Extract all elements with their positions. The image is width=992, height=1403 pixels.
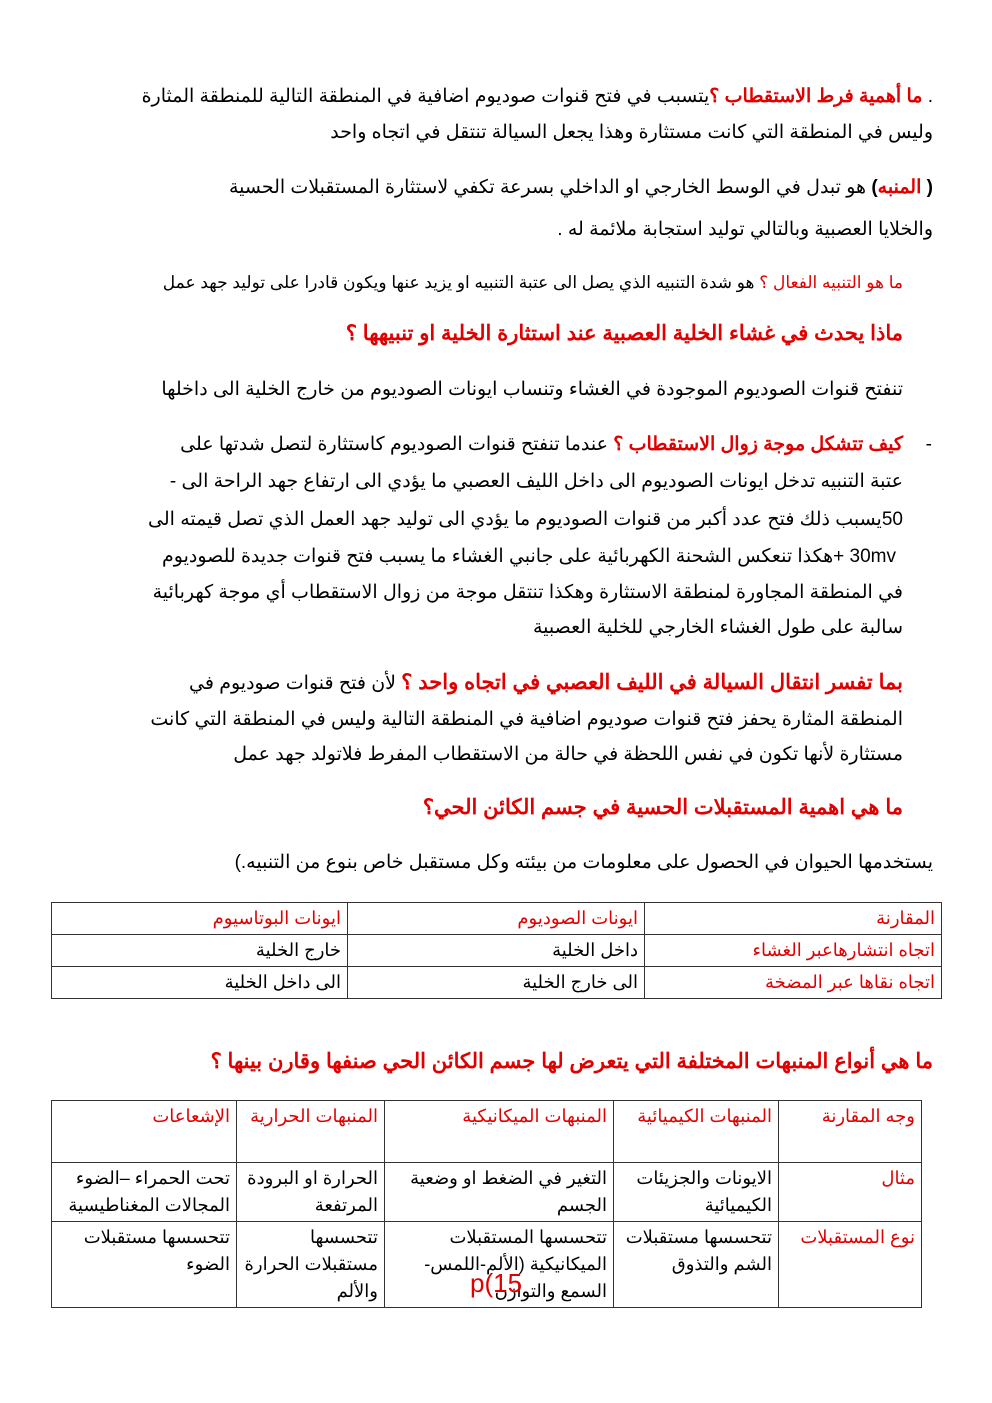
table-cell: الحرارة او البرودة المرتفعة bbox=[237, 1163, 385, 1222]
ions-comparison-table bbox=[51, 902, 942, 999]
table-cell: داخل الخلية bbox=[348, 935, 645, 967]
question-depolarization: كيف تتشكل موجة زوال الاستقطاب ؟ bbox=[613, 434, 903, 455]
answer-text: يتسبب في فتح قنوات صوديوم اضافية في المنطقة التالية للمنطقة المثارة bbox=[141, 86, 710, 107]
paragraph-depolarization-line3: 50يسبب ذلك فتح عدد أكبر من قنوات الصوديوم ما يؤدي الى توليد جهد العمل الذي تصل قيمته الى bbox=[148, 509, 903, 530]
term-stimulus: المنبه bbox=[877, 177, 922, 198]
table-cell: تتحسسها المستقبلات الميكانيكية (الألم-اللمس-السمع والتوازن bbox=[385, 1222, 614, 1308]
table-header-row bbox=[52, 903, 942, 935]
table-header: المقارنة bbox=[645, 903, 942, 935]
table-cell: الى داخل الخلية bbox=[52, 967, 348, 999]
answer-text: هو شدة التنبيه الذي يصل الى عتبة التنبيه او يزيد عنها ويكون قادرا على توليد جهد عمل bbox=[162, 273, 755, 292]
table-header: ايونات الصوديوم bbox=[348, 903, 645, 935]
table-cell: الى خارج الخلية bbox=[348, 967, 645, 999]
table-row bbox=[52, 967, 942, 999]
paragraph-one-direction-line2: المنطقة المثارة يحفز فتح قنوات صوديوم اضافية في المنطقة التالية وليس في المنطقة التي كانت bbox=[150, 709, 903, 730]
question-one-direction: بما تفسر انتقال السيالة في الليف العصبي في اتجاه واحد ؟ bbox=[401, 671, 903, 694]
table-cell: اتجاه نقاها عبر المضخة bbox=[645, 967, 942, 999]
paragraph-stimulus-line2: والخلايا العصبية وبالتالي توليد استجابة ملائمة له . bbox=[557, 219, 933, 240]
table-cell: تتحسسها مستقبلات الضوء bbox=[52, 1222, 237, 1308]
table-header: المنبهات الكيميائية bbox=[614, 1101, 779, 1163]
table-cell: تحت الحمراء –الضوء المجالات المغناطيسية bbox=[52, 1163, 237, 1222]
question-stimuli-types: ما هي أنواع المنبهات المختلفة التي يتعرض لها جسم الكائن الحي صنفها وقارن بينها ؟ bbox=[210, 1050, 933, 1073]
paragraph-stimulus-line1: ( المنبه) هو تبدل في الوسط الخارجي او الداخلي بسرعة تكفي لاستثارة المستقبلات الحسية bbox=[228, 177, 933, 198]
table-row bbox=[52, 1163, 922, 1222]
paragraph-one-direction-line3: مستثارة لأنها تكون في نفس اللحظة في حالة من الاستقطاب المفرط فلاتولد جهد عمل bbox=[233, 744, 903, 765]
bullet-dash: - bbox=[925, 434, 932, 455]
paragraph-effective-stimulus bbox=[163, 271, 903, 295]
table-cell: اتجاه انتشارهاعبر الغشاء bbox=[645, 935, 942, 967]
paragraph-depolarization-line4: 30mv +هكذا تنعكس الشحنة الكهربائية على جانبي الغشاء ما يسبب فتح قنوات جديدة للصوديوم bbox=[161, 546, 896, 567]
question-hyperpolarization: ما أهمية فرط الاستقطاب ؟ bbox=[709, 86, 923, 107]
paragraph-depolarization-line5: في المنطقة المجاورة لمنطقة الاستثارة وهكذا تنتقل موجة من زوال الاستقطاب أي موجة كهربائية bbox=[152, 582, 903, 603]
answer-sensory-receptors: يستخدمها الحيوان في الحصول على معلومات من بيئته وكل مستقبل خاص بنوع من التنبيه.) bbox=[234, 852, 933, 873]
table-cell: خارج الخلية bbox=[52, 935, 348, 967]
paragraph-one-direction-line1 bbox=[189, 671, 903, 696]
question-effective-stimulus: ما هو التنبيه الفعال ؟ bbox=[759, 273, 903, 292]
answer-text: هو تبدل في الوسط الخارجي او الداخلي بسرعة تكفي لاستثارة المستقبلات الحسية bbox=[228, 177, 867, 198]
table-cell: تتحسسها مستقبلات الشم والتذوق bbox=[614, 1222, 779, 1308]
table-header: الإشعاعات bbox=[52, 1101, 237, 1163]
table-cell: الايونات والجزيئات الكيميائية bbox=[614, 1163, 779, 1222]
question-membrane: ماذا يحدث في غشاء الخلية العصبية عند استثارة الخلية او تنبيهها ؟ bbox=[345, 322, 903, 345]
table-cell: نوع المستقبلات bbox=[779, 1222, 922, 1308]
table-cell: تتحسسها مستقبلات الحرارة والألم bbox=[237, 1222, 385, 1308]
table-header: ايونات البوتاسيوم bbox=[52, 903, 348, 935]
table-header: المنبهات الميكانيكية bbox=[385, 1101, 614, 1163]
table-header: المنبهات الحرارية bbox=[237, 1101, 385, 1163]
paragraph-hyperpolarization-line1: . ما أهمية فرط الاستقطاب ؟يتسبب في فتح قنوات صوديوم اضافية في المنطقة التالية للمنطقة المثارة bbox=[141, 86, 933, 107]
table-header-row bbox=[52, 1101, 922, 1163]
paragraph-depolarization-line6: سالبة على طول الغشاء الخارجي للخلية العصبية bbox=[533, 617, 903, 638]
paragraph-depolarization-line1 bbox=[180, 433, 903, 457]
answer-membrane: تنفتح قنوات الصوديوم الموجودة في الغشاء وتنساب ايونات الصوديوم من خارج الخلية الى داخلها bbox=[161, 379, 903, 400]
paragraph-hyperpolarization-line2: وليس في المنطقة التي كانت مستثارة وهذا يجعل السيالة تنتقل في اتجاه واحد bbox=[330, 122, 933, 143]
page-number: p(15 bbox=[470, 1268, 523, 1298]
table-header: وجه المقارنة bbox=[779, 1101, 922, 1163]
question-sensory-receptors: ما هي اهمية المستقبلات الحسية في جسم الكائن الحي؟ bbox=[422, 796, 903, 819]
answer-text: لأن فتح قنوات صوديوم في bbox=[189, 673, 397, 694]
table-cell: التغير في الضغط او وضعية الجسم bbox=[385, 1163, 614, 1222]
answer-text: عندما تنفتح قنوات الصوديوم كاستثارة لتصل شدتها على bbox=[180, 434, 608, 455]
table-row bbox=[52, 935, 942, 967]
table-cell: مثال bbox=[779, 1163, 922, 1222]
paragraph-depolarization-line2: عتبة التنبيه تدخل ايونات الصوديوم الى داخل الليف العصبي ما يؤدي الى ارتفاع جهد الراحة الى - bbox=[169, 471, 903, 492]
